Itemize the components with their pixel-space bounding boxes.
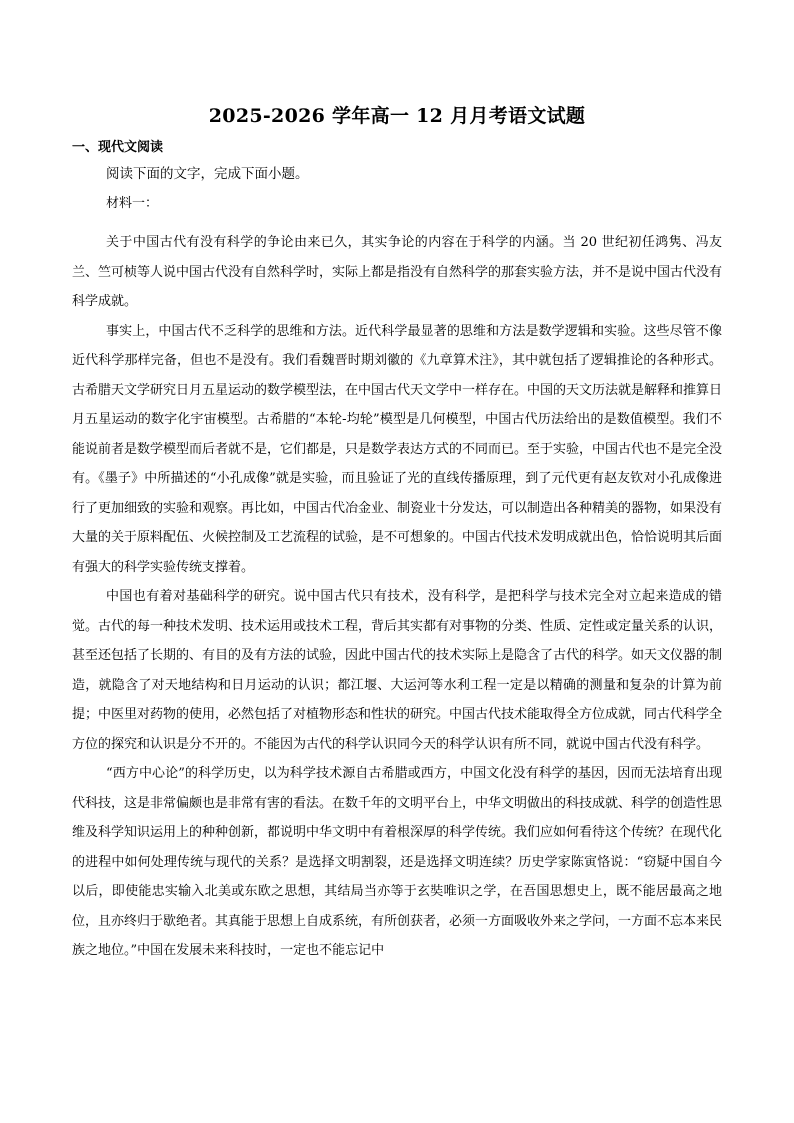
paragraph-4: “西方中心论”的科学历史，以为科学技术源自古希腊或西方，中国文化没有科学的基因，因而无法培育出现代科技，这是非常偏颇也是非常有害的看法。在数千年的文明平台上，中华文明做出的科技成就、科学的创造性思维及科学知识运用上的种种创新，都说明中华文明中有着根深厚的科学传统。我们应如何看待这个传统？在现代化的进程中如何处理传统与现代的关系？是选择文明割裂，还是选择文明连续？历史学家陈寅恪说：“窃疑中国自今以后，即使能忠实输入北美或东欧之思想，其结局当亦等于玄奘唯识之学，在吾国思想史上，既不能居最高之地位，且亦终归于歇绝者。其真能于思想上自成系统，有所创获者，必须一方面吸收外来之学问，一方面不忘本来民族之地位。”中国在发展未来科技时，一定也不能忘记中 [72, 766, 723, 958]
section-heading: 一、现代文阅读 [72, 140, 164, 155]
paragraph-3: 中国也有着对基础科学的研究。说中国古代只有技术，没有科学，是把科学与技术完全对立起来造成的错觉。古代的每一种技术发明、技术运用或技术工程，背后其实都有对事物的分类、性质、定性或定量关系的认识，甚至还包括了长期的、有目的及有方法的试验，因此中国古代的技术实际上是隐含了古代的科学。如天文仪器的制造，就隐含了对天地结构和日月运动的认识；都江堰、大运河等水利工程一定是以精确的测量和复杂的计算为前提；中医里对药物的使用，必然包括了对植物形态和性状的研究。中国古代技术能取得全方位成就，同古代科学全方位的探究和认识是分不开的。不能因为古代的科学认识同今天的科学认识有所不同，就说中国古代没有科学。 [72, 589, 723, 752]
reading-instruction: 阅读下面的文字，完成下面小题。 [106, 166, 309, 182]
paragraph-2: 事实上，中国古代不乏科学的思维和方法。近代科学最显著的思维和方法是数学逻辑和实验。这些尽管不像近代科学那样完备，但也不是没有。我们看魏晋时期刘徽的《九章算术注》，其中就包括了逻辑推论的各种形式。古希腊天文学研究日月五星运动的数学模型法，在中国古代天文学中一样存在。中国的天文历法就是解释和推算日月五星运动的数字化宇宙模型。古希腊的“本轮-均轮”模型是几何模型，中国古代历法给出的是数值模型。我们不能说前者是数学模型而后者就不是，它们都是，只是数学表达方式的不同而已。至于实验，中国古代也不是完全没有。《墨子》中所描述的“小孔成像”就是实验，而且验证了光的直线传播原理，到了元代更有赵友钦对小孔成像进行了更加细致的实验和观察。再比如，中国古代冶金业、制瓷业十分发达，可以制造出各种精美的器物，如果没有大量的关于原料配伍、火候控制及工艺流程的试验，是不可想象的。中国古代技术发明成就出色，恰恰说明其后面有强大的科学实验传统支撑着。 [72, 323, 723, 575]
material-label: 材料一： [106, 196, 159, 211]
paragraph-1: 关于中国古代有没有科学的争论由来已久，其实争论的内容在于科学的内涵。当 20 世纪初任鸿隽、冯友兰、竺可桢等人说中国古代没有自然科学时，实际上都是指没有自然科学的那套实验方法，并不是说中国古代没有科学成就。 [72, 235, 723, 309]
page-title: 2025-2026 学年高一 12 月月考语文试题 [208, 105, 586, 127]
